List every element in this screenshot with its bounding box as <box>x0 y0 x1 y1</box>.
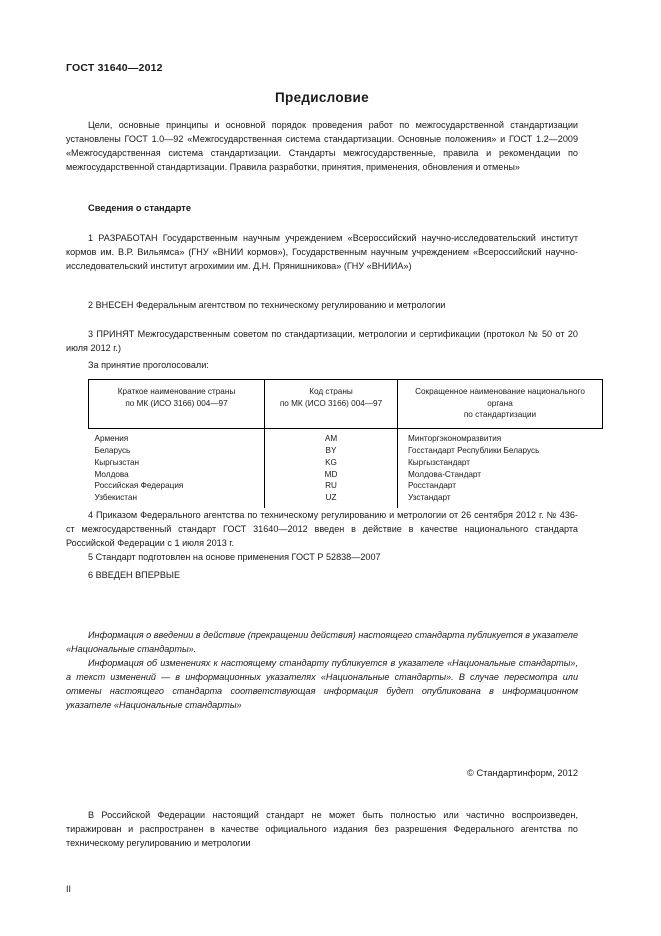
intro-section <box>66 118 578 174</box>
standard-info-item-3: 3 ПРИНЯТ Межгосударственным советом по стандартизации, метрологии и сертификации (протокол № 50 от 20 июля 2012 г.) <box>66 329 578 354</box>
vote-intro-wrap <box>66 358 578 372</box>
standard-info-item-3-wrap <box>66 327 578 355</box>
cell-country: Кыргызстан <box>94 457 140 467</box>
table-row <box>89 457 603 469</box>
standard-info-item-6: 6 ВВЕДЕН ВПЕРВЫЕ <box>88 570 181 580</box>
vote-table-head <box>89 380 603 429</box>
cell-code: KG <box>265 457 398 469</box>
cell-organ: Узстандарт <box>398 492 603 508</box>
standard-info-item-1-wrap <box>66 231 578 273</box>
notice-paragraph-2: Информация об изменениях к настоящему стандарту публикуется в указателе «Национальные стандарты», а текст изменений — в информационных указателях «Национальные стандарты». В случае пересмотра или отмены настоящего стандарта соответствующая информация будет опубликована в информационном указателе «Национальные стандарты» <box>66 658 578 711</box>
standard-info-heading-wrap <box>66 203 578 213</box>
vote-table-header-organ-line2: по стандартизации <box>463 410 537 420</box>
vote-table-header-country <box>89 380 265 429</box>
intro-paragraph: Цели, основные принципы и основной порядок проведения работ по межгосударственной стандартизации установлены ГОСТ 1.0—92 «Межгосударственная система стандартизации. Основные положения» и ГОСТ 1.2—2009 «Межгосударственная система стандартизации. Стандарты межгосударственные, правила и рекомендации по межгосударственной стандартизации. Правила разработки, принятия, применения, обновления и отмены» <box>66 120 578 173</box>
standard-info-item-2: 2 ВНЕСЕН Федеральным агентством по техническому регулированию и метрологии <box>88 300 446 310</box>
standard-info-item-4-wrap <box>66 508 578 564</box>
standard-info-item-1: 1 РАЗРАБОТАН Государственным научным учреждением «Всероссийский научно-исследовательский институт кормов им. В.Р. Вильямса» (ГНУ «ВНИИ кормов»), Государственным научным учреждением «Всероссийский научно-исследовательский институт агрохимии им. Д.Н. Прянишникова» (ГНУ «ВНИИА») <box>66 233 578 272</box>
table-row <box>89 428 603 444</box>
vote-table-header-row <box>89 380 603 429</box>
vote-intro-text: За принятие проголосовали: <box>88 360 209 370</box>
vote-table <box>88 379 603 508</box>
document-header-standard-number: ГОСТ 31640—2012 <box>66 62 163 74</box>
cell-country: Армения <box>94 433 129 443</box>
vote-table-header-code-line1: Код страны <box>309 387 353 396</box>
cell-organ: Молдова-Стандарт <box>398 469 603 481</box>
page-title: Предисловие <box>275 90 369 105</box>
page-number: II <box>66 884 72 894</box>
cell-organ: Госстандарт Республики Беларусь <box>398 445 603 457</box>
standard-info-item-5: 5 Стандарт подготовлен на основе применения ГОСТ Р 52838—2007 <box>88 552 381 563</box>
standard-info-item-6-wrap <box>66 568 578 582</box>
notice-section <box>66 628 578 713</box>
cell-code: AM <box>265 428 398 444</box>
vote-table-header-code-line2: по МК (ИСО 3166) 004—97 <box>279 398 383 408</box>
footer-paragraph: В Российской Федерации настоящий стандарт не может быть полностью или частично воспроизведен, тиражирован и распространен в качестве официального издания без разрешения Федерального агентства по техническому регулированию и метрологии <box>66 810 578 849</box>
standard-info-item-4: 4 Приказом Федерального агентства по техническому регулированию и метрологии от 26 сентября 2012 г. № 436-ст межгосударственный стандарт ГОСТ 31640—2012 введен в действие в качестве национального стандарта Российской Федерации с 1 июля 2013 г. <box>66 510 578 549</box>
footer-section <box>66 808 578 850</box>
cell-code: UZ <box>265 492 398 508</box>
cell-country: Беларусь <box>94 445 131 455</box>
cell-code: MD <box>265 469 398 481</box>
vote-table-header-country-line2: по МК (ИСО 3166) 004—97 <box>125 398 228 408</box>
table-row <box>89 492 603 508</box>
table-row <box>89 445 603 457</box>
cell-country: Российская Федерация <box>94 481 184 491</box>
copyright-notice: © Стандартинформ, 2012 <box>467 768 578 778</box>
cell-organ: Росстандарт <box>398 480 603 492</box>
vote-table-body <box>89 428 603 508</box>
cell-country: Молдова <box>94 469 129 479</box>
vote-table-header-country-line1: Краткое наименование страны <box>117 387 236 396</box>
table-row <box>89 480 603 492</box>
standard-info-heading: Сведения о стандарте <box>88 203 192 213</box>
vote-table-header-code <box>265 380 398 429</box>
vote-table-header-organ <box>398 380 603 429</box>
notice-paragraph-1: Информация о введении в действие (прекращении действия) настоящего стандарта публикуется в указателе «Национальные стандарты». <box>66 630 578 655</box>
cell-organ: Кыргызстандарт <box>398 457 603 469</box>
table-row <box>89 469 603 481</box>
standard-info-item-2-wrap <box>66 298 578 312</box>
cell-code: BY <box>265 445 398 457</box>
cell-code: RU <box>265 480 398 492</box>
cell-organ: Минторгэкономразвития <box>398 428 603 444</box>
cell-country: Узбекистан <box>94 493 138 503</box>
vote-table-header-organ-line1: Сокращенное наименование национального органа <box>415 387 585 408</box>
